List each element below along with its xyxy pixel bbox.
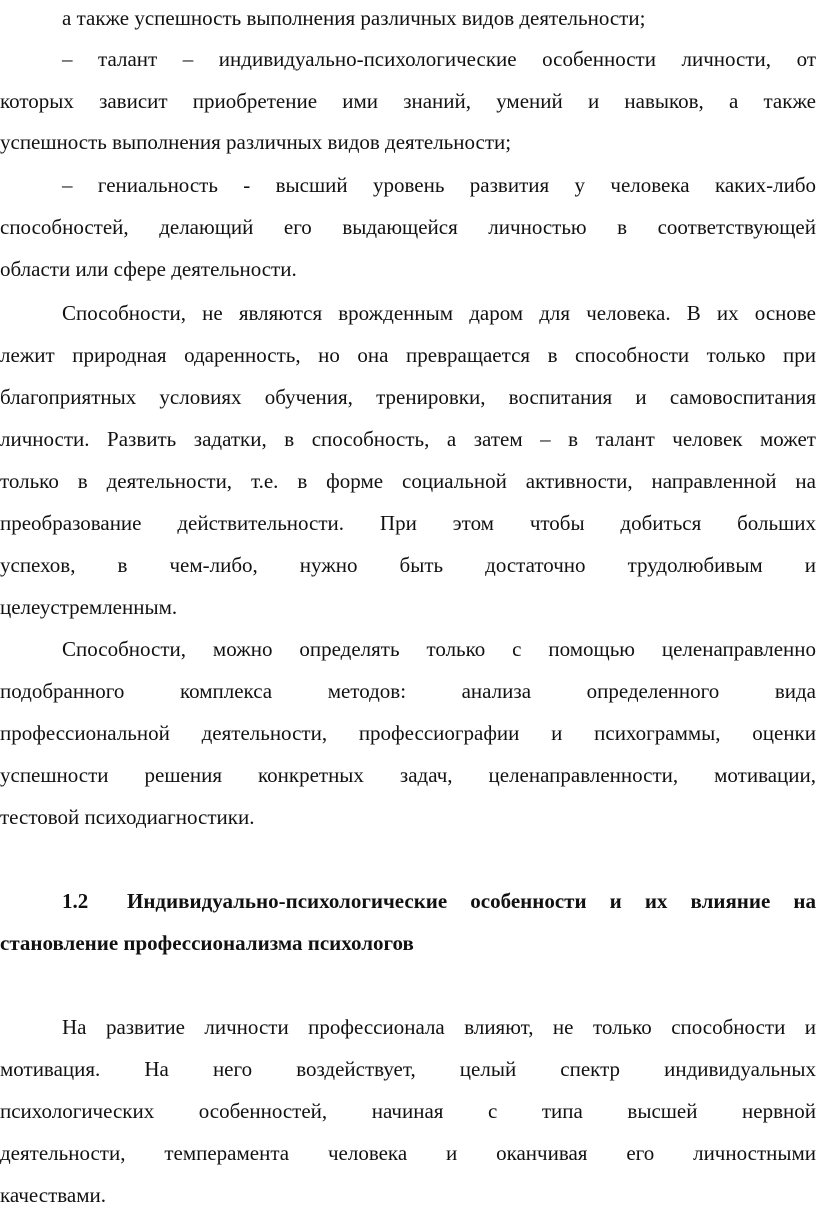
text-line: успехов, в чем-либо, нужно быть достаточно трудолюбивым и xyxy=(0,553,816,577)
text-line: качествами. xyxy=(0,1183,107,1207)
text-line: профессиональной деятельности, профессиографии и психограммы, оценки xyxy=(0,721,816,745)
section-title-line-2: становление профессионализма психологов xyxy=(0,931,414,955)
text-line: способностей, делающий его выдающейся личностью в соответствующей xyxy=(0,215,816,239)
text-line: – талант – индивидуально-психологические особенности личности, от xyxy=(62,47,816,71)
text-line: Способности, можно определять только с помощью целенаправленно xyxy=(62,637,816,661)
text-line: мотивация. На него воздействует, целый спектр индивидуальных xyxy=(0,1057,816,1081)
text-line: а также успешность выполнения различных видов деятельности; xyxy=(62,6,646,30)
text-line: психологических особенностей, начиная с типа высшей нервной xyxy=(0,1099,816,1123)
text-line: Способности, не являются врожденным даром для человека. В их основе xyxy=(62,301,816,325)
text-line: преобразование действительности. При этом чтобы добиться больших xyxy=(0,511,816,535)
text-line: успешности решения конкретных задач, целенаправленности, мотивации, xyxy=(0,763,816,787)
text-line: деятельности, темперамента человека и оканчивая его личностными xyxy=(0,1141,816,1165)
text-line: которых зависит приобретение ими знаний, умений и навыков, а также xyxy=(0,89,816,113)
text-line: подобранного комплекса методов: анализа определенного вида xyxy=(0,679,816,703)
section-heading xyxy=(0,880,816,922)
text-line: – гениальность - высший уровень развития у человека каких-либо xyxy=(62,173,816,197)
text-line: целеустремленным. xyxy=(0,595,178,619)
text-line: области или сфере деятельности. xyxy=(0,257,297,281)
section-number: 1.2 xyxy=(62,889,89,913)
text-line: На развитие личности профессионала влияют, не только способности и xyxy=(62,1015,816,1039)
text-line: личности. Развить задатки, в способность, а затем – в талант человек может xyxy=(0,427,816,451)
text-line: благоприятных условиях обучения, тренировки, воспитания и самовоспитания xyxy=(0,385,816,409)
text-line: только в деятельности, т.е. в форме социальной активности, направленной на xyxy=(0,469,816,493)
text-line: лежит природная одаренность, но она превращается в способности только при xyxy=(0,343,816,367)
text-line: тестовой психодиагностики. xyxy=(0,805,255,829)
section-title-line-1: Индивидуально-психологические особенности и их влияние на xyxy=(127,889,816,913)
text-line: успешность выполнения различных видов деятельности; xyxy=(0,130,512,154)
